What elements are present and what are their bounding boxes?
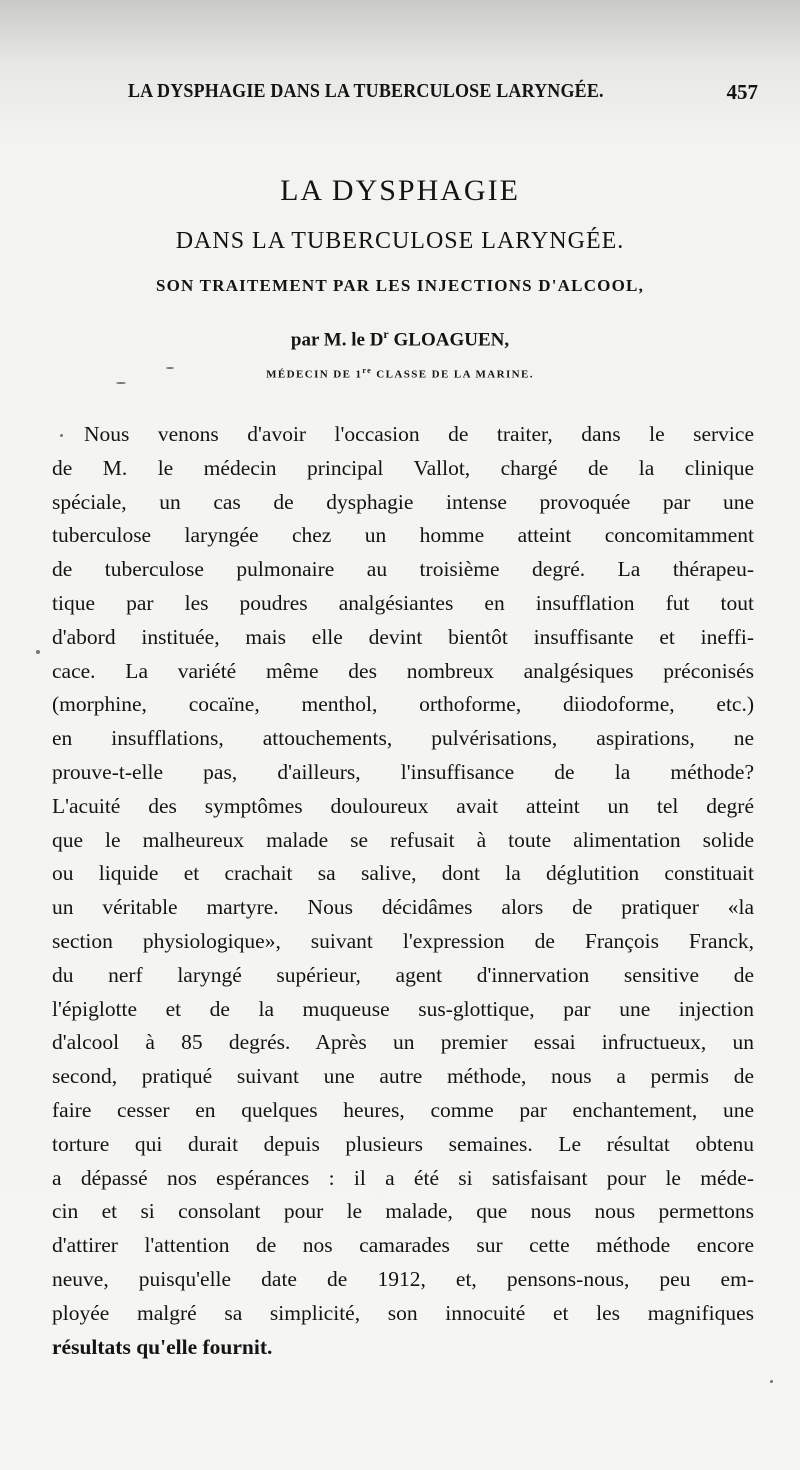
body-line: ou liquide et crachait sa salive, dont la déglutition constituait [52, 861, 754, 886]
body-line: de tuberculose pulmonaire au troisième degré. La thérapeu- [52, 557, 754, 582]
page-number: 457 [726, 80, 758, 104]
article-subtitle: DANS LA TUBERCULOSE LARYNGÉE. [175, 228, 625, 254]
body-line: d'attirer l'attention de nos camarades sur cette méthode encore [52, 1233, 754, 1258]
article-title: LA DYSPHAGIE [280, 174, 520, 207]
body-line: cin et si consolant pour le malade, que nous nous permettons [52, 1199, 754, 1224]
body-line: que le malheureux malade se refusait à toute alimentation solide [52, 827, 754, 852]
scan-speck [166, 367, 174, 369]
body-line: l'épiglotte et de la muqueuse sus-glottique, par une injection [52, 996, 754, 1021]
author-title-sup: r [383, 327, 389, 341]
body-line: du nerf laryngé supérieur, agent d'innervation sensitive de [52, 962, 754, 987]
running-header [128, 80, 758, 112]
affiliation-suffix: CLASSE DE LA MARINE. [372, 368, 534, 381]
body-line: d'abord instituée, mais elle devint bientôt insuffisante et ineffi- [52, 624, 754, 649]
running-title: LA DYSPHAGIE DANS LA TUBERCULOSE LARYNGÉE. [128, 80, 604, 102]
body-line: tuberculose laryngée chez un homme atteint concomitamment [52, 523, 754, 548]
body-line: torture qui durait depuis plusieurs semaines. Le résultat obtenu [52, 1131, 754, 1156]
affiliation-sup: re [362, 366, 373, 375]
scan-speck [770, 1380, 773, 1383]
author-affiliation [0, 366, 800, 381]
body-line: L'acuité des symptômes douloureux avait atteint un tel degré [52, 793, 754, 818]
body-line: ployée malgré sa simplicité, son innocuité et les magnifiques [52, 1300, 754, 1325]
body-line: prouve-t-elle pas, d'ailleurs, l'insuffisance de la méthode? [52, 759, 754, 784]
affiliation-prefix: MÉDECIN DE 1 [266, 368, 363, 381]
scan-speck [116, 382, 126, 384]
body-line: tique par les poudres analgésiantes en insufflation fut tout [52, 590, 754, 615]
article-subtitle-treatment: SON TRAITEMENT PAR LES INJECTIONS D'ALCOOL, [155, 276, 645, 295]
body-line: cace. La variété même des nombreux analgésiques préconisés [52, 658, 754, 683]
body-line: Nous venons d'avoir l'occasion de traiter, dans le service [84, 422, 754, 446]
body-line: faire cesser en quelques heures, comme par enchantement, une [52, 1097, 754, 1122]
author-prefix: par M. le D [290, 329, 384, 351]
body-line: section physiologique», suivant l'expression de François Franck, [52, 928, 754, 953]
body-line: spéciale, un cas de dysphagie intense provoquée par une [52, 489, 754, 514]
body-line: d'alcool à 85 degrés. Après un premier essai infructueux, un [52, 1030, 754, 1055]
author-line [0, 327, 800, 351]
body-line: un véritable martyre. Nous décidâmes alors de pratiquer «la [52, 895, 754, 920]
body-line: neuve, puisqu'elle date de 1912, et, pensons-nous, peu em- [52, 1266, 754, 1291]
body-line: résultats qu'elle fournit. [52, 1334, 273, 1359]
author-name: GLOAGUEN, [388, 329, 510, 351]
scan-speck [60, 434, 63, 437]
body-paragraph [52, 418, 754, 1364]
body-line: second, pratiqué suivant une autre méthode, nous a permis de [52, 1064, 754, 1089]
scan-speck [36, 650, 40, 654]
body-line: de M. le médecin principal Vallot, chargé de la clinique [52, 455, 754, 480]
body-line: (morphine, cocaïne, menthol, orthoforme, diiodoforme, etc.) [52, 692, 754, 717]
body-line: a dépassé nos espérances : il a été si satisfaisant pour le méde- [52, 1165, 754, 1190]
body-line: en insufflations, attouchements, pulvérisations, aspirations, ne [52, 726, 754, 751]
